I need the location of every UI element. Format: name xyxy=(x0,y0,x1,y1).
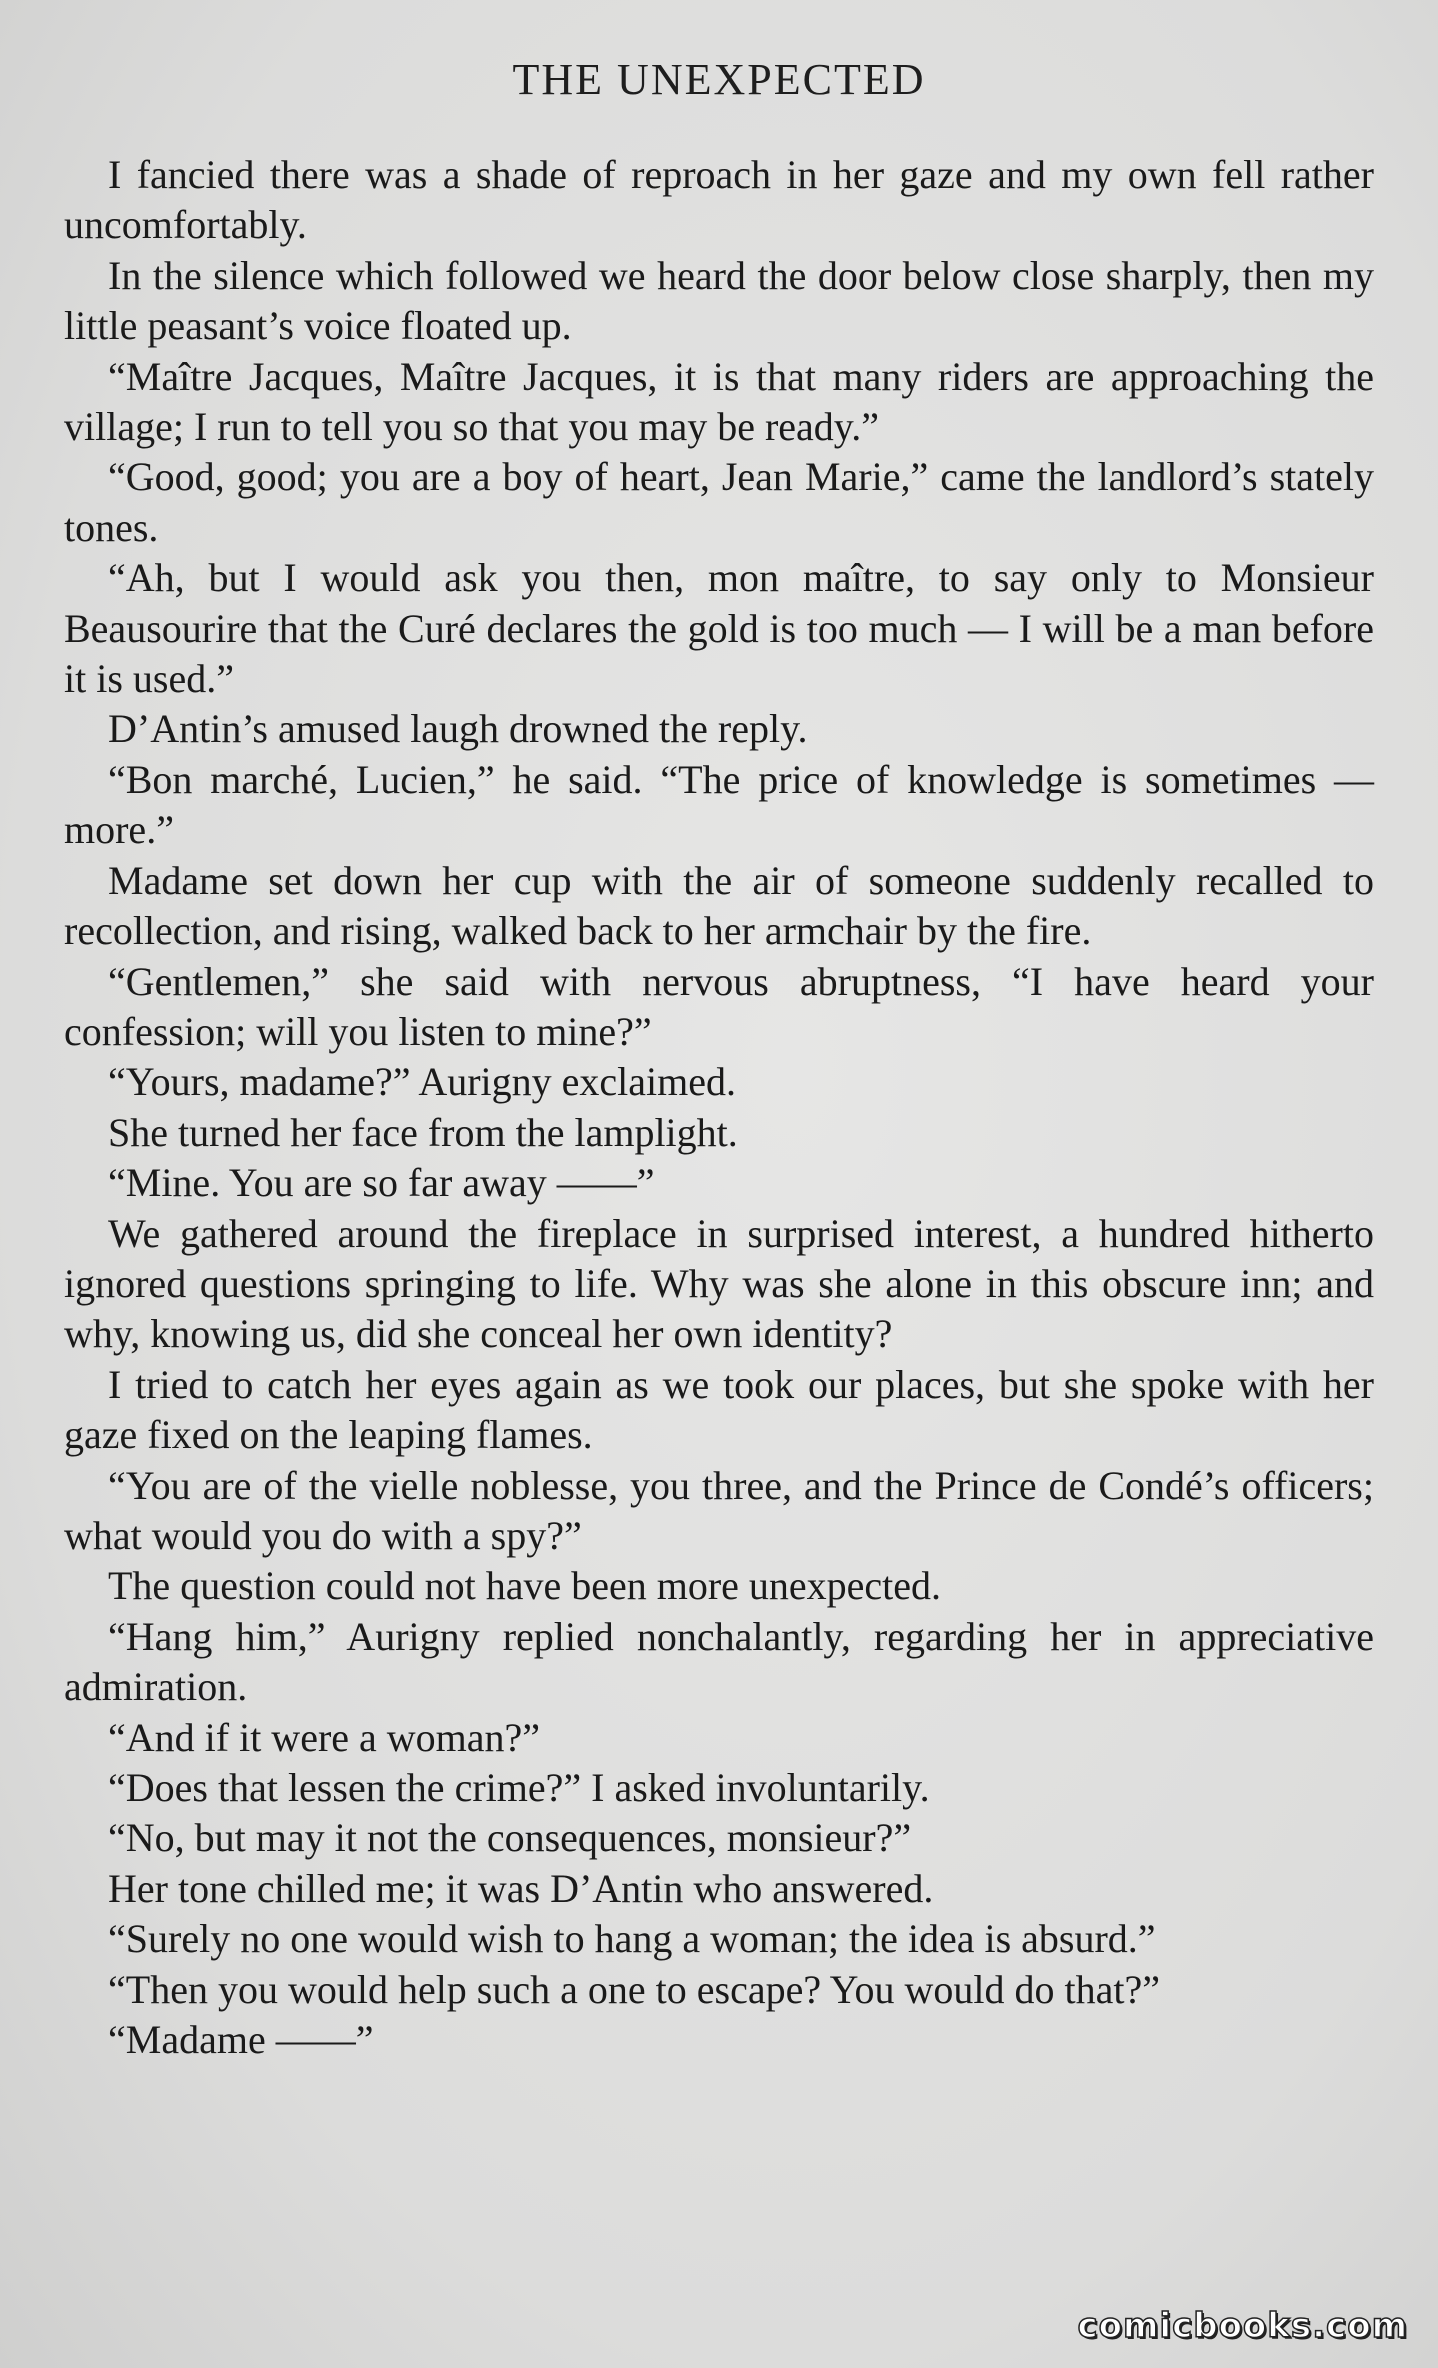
paragraph: “Gentlemen,” she said with nervous abruptness, “I have heard your confession; will you listen to mine?” xyxy=(64,958,1374,1054)
paragraph: “Hang him,” Aurigny replied nonchalantly, regarding her in appreciative admiration. xyxy=(64,1613,1374,1710)
paragraph: “Surely no one would wish to hang a woman; the idea is absurd.” xyxy=(108,1916,1156,1962)
paragraph: “Yours, madame?” Aurigny exclaimed. xyxy=(108,1059,736,1105)
paragraph: “Does that lessen the crime?” I asked involuntarily. xyxy=(108,1765,930,1810)
paragraph: “And if it were a woman?” xyxy=(108,1714,541,1760)
paragraph: I fancied there was a shade of reproach in her gaze and my own fell rather uncomfortably. xyxy=(64,152,1374,248)
paragraph: “Bon marché, Lucien,” he said. “The price of knowledge is sometimes — more.” xyxy=(64,756,1374,853)
watermark-logo: comicbooks.com xyxy=(1077,2306,1408,2346)
paragraph: “Madame ——” xyxy=(108,2017,374,2063)
paragraph: I tried to catch her eyes again as we took our places, but she spoke with her gaze fixed on the leaping flames. xyxy=(64,1361,1374,1458)
paragraph: “Mine. You are so far away ——” xyxy=(108,1160,655,1206)
paragraph: D’Antin’s amused laugh drowned the reply. xyxy=(108,706,808,752)
paragraph: “No, but may it not the consequences, monsieur?” xyxy=(108,1815,912,1861)
paragraph: The question could not have been more unexpected. xyxy=(108,1563,942,1609)
paragraph: “Then you would help such a one to escape? You would do that?” xyxy=(108,1966,1160,2012)
paragraph: We gathered around the fireplace in surprised interest, a hundred hitherto ignored questions springing to life. Why was she alone in this obscure inn; and why, knowing us, did she conceal her own identity? xyxy=(64,1210,1374,1357)
body-text xyxy=(64,150,1374,2065)
running-head: THE UNEXPECTED xyxy=(512,55,926,104)
paragraph: Madame set down her cup with the air of someone suddenly recalled to recollection, and rising, walked back to her armchair by the fire. xyxy=(64,857,1374,954)
paragraph: Her tone chilled me; it was D’Antin who answered. xyxy=(108,1865,934,1911)
paragraph: “Maître Jacques, Maître Jacques, it is that many riders are approaching the village; I run to tell you so that you may be ready.” xyxy=(64,353,1374,450)
paragraph: She turned her face from the lamplight. xyxy=(108,1109,738,1155)
paragraph: “Ah, but I would ask you then, mon maître, to say only to Monsieur Beausourire that the Curé declares the gold is too much — I will be a man before it is used.” xyxy=(64,555,1374,702)
paragraph: In the silence which followed we heard the door below close sharply, then my little peasant’s voice floated up. xyxy=(64,252,1374,349)
paragraph: “You are of the vielle noblesse, you three, and the Prince de Condé’s officers; what would you do with a spy?” xyxy=(64,1462,1374,1558)
paragraph: “Good, good; you are a boy of heart, Jean Marie,” came the landlord’s stately tones. xyxy=(64,454,1374,550)
